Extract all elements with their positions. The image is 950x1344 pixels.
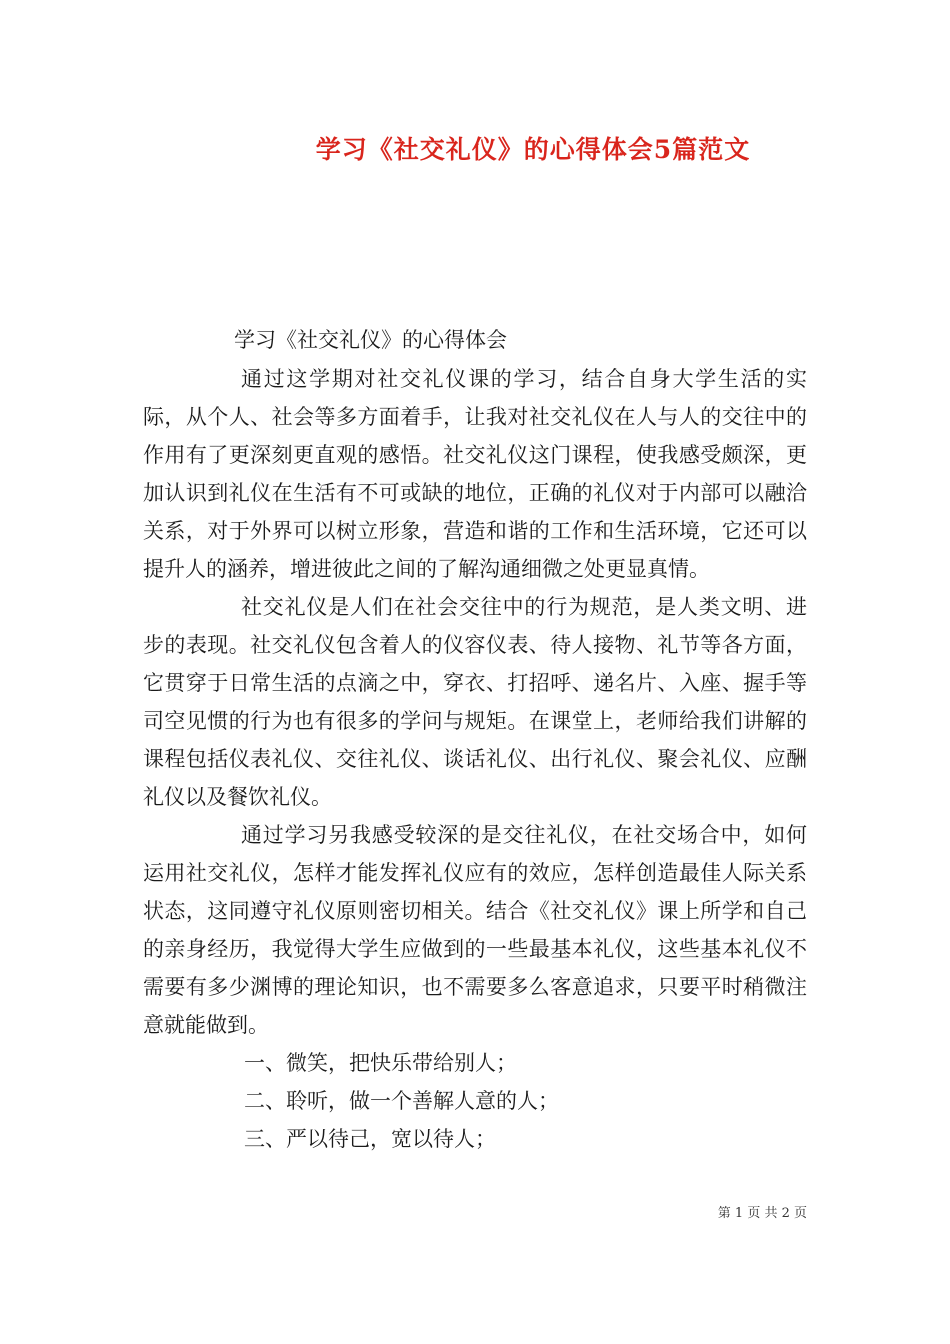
section-heading: 学习《社交礼仪》的心得体会 xyxy=(234,328,507,352)
paragraph-3: 通过学习另我感受较深的是交往礼仪，在社交场合中，如何运用社交礼仪，怎样才能发挥礼仪应有的效应，怎样创造最佳人际关系状态，这同遵守礼仪原则密切相关。结合《社交礼仪》课上所学和自己的亲身经历，我觉得大学生应做到的一些最基本礼仪，这些基本礼仪不需要有多少渊博的理论知识，也不需要多么客意追求，只要平时稍微注意就能做到。 xyxy=(143,822,807,1037)
list-item-1: 一、微笑，把快乐带给别人； xyxy=(244,1050,517,1075)
paragraph-2: 社交礼仪是人们在社会交往中的行为规范，是人类文明、进步的表现。社交礼仪包含着人的仪容仪表、待人接物、礼节等各方面，它贯穿于日常生活的点滴之中，穿衣、打招呼、递名片、入座、握手等司空见惯的行为也有很多的学问与规矩。在课堂上，老师给我们讲解的课程包括仪表礼仪、交往礼仪、谈话礼仪、出行礼仪、聚会礼仪、应酬礼仪以及餐饮礼仪。 xyxy=(143,594,807,809)
list-item-3: 三、严以待己，宽以待人； xyxy=(244,1126,496,1151)
page-number: 第 1 页 共 2 页 xyxy=(717,1206,807,1221)
document-body xyxy=(143,322,807,1158)
document-title: 学习《社交礼仪》的心得体会5篇范文 xyxy=(315,135,751,164)
list-item-2: 二、聆听，做一个善解人意的人； xyxy=(244,1088,559,1113)
paragraph-1: 通过这学期对社交礼仪课的学习，结合自身大学生活的实际，从个人、社会等多方面着手，让我对社交礼仪在人与人的交往中的作用有了更深刻更直观的感悟。社交礼仪这门课程，使我感受颇深，更加认识到礼仪在生活有不可或缺的地位，正确的礼仪对于内部可以融洽关系，对于外界可以树立形象，营造和谐的工作和生活环境，它还可以提升人的涵养，增进彼此之间的了解沟通细微之处更显真情。 xyxy=(143,366,807,581)
